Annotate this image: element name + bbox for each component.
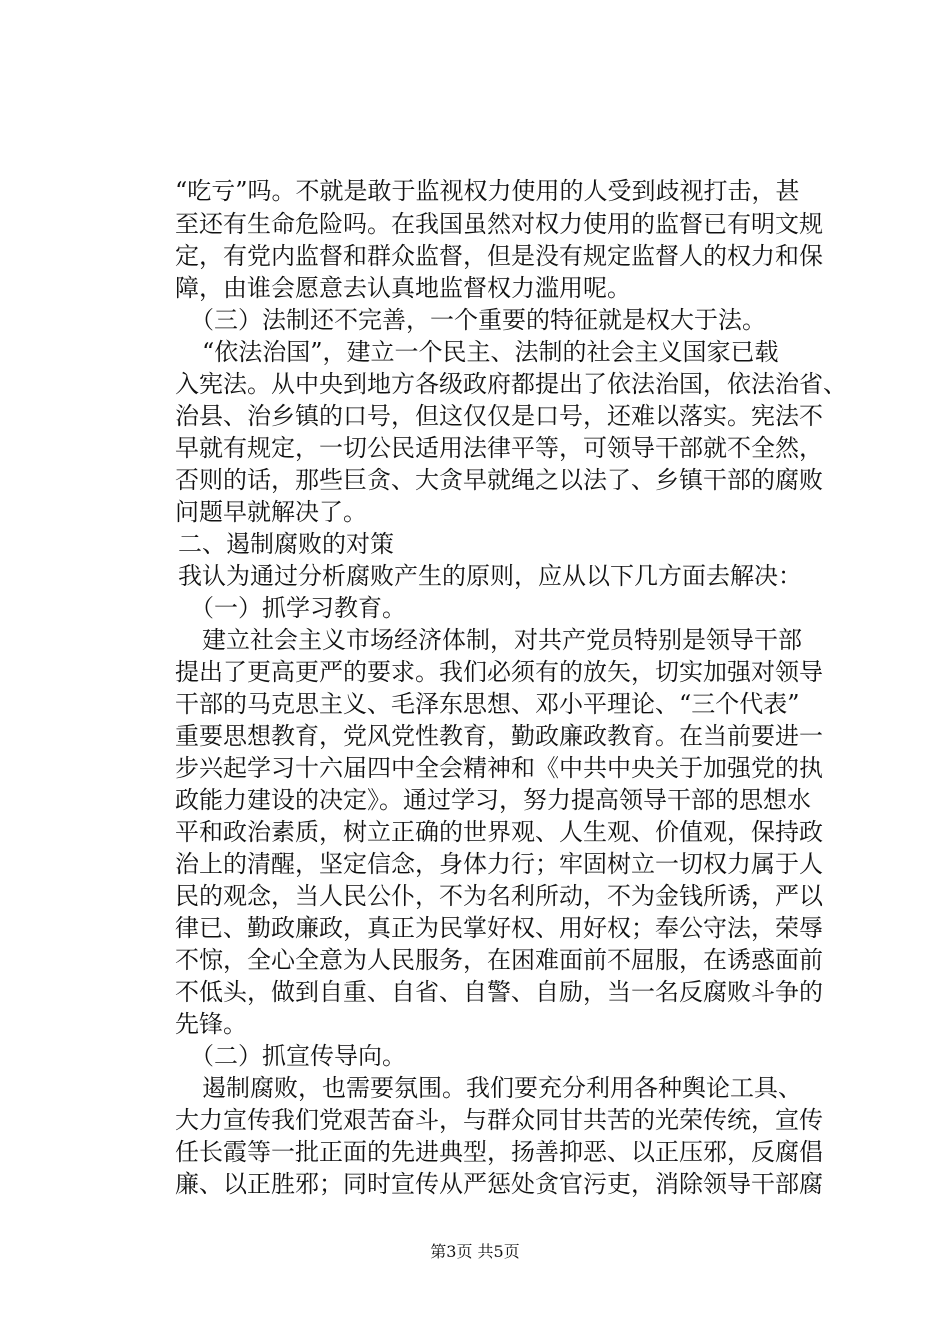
text-line: 步兴起学习十六届四中全会精神和《中共中央关于加强党的执: [175, 754, 823, 782]
page-footer: 第3页 共5页: [430, 1242, 520, 1261]
section-heading: 二、遏制腐败的对策: [178, 530, 394, 558]
section-heading: （三）法制还不完善，一个重要的特征就是权大于法。: [190, 306, 766, 334]
text-line: 政能力建设的决定》。通过学习，努力提高领导干部的思想水: [175, 786, 811, 814]
text-line: 治县、治乡镇的口号，但这仅仅是口号，还难以落实。宪法不: [175, 402, 823, 430]
text-line: 重要思想教育，党风党性教育，勤政廉政教育。在当前要进一: [175, 722, 823, 750]
text-line: 不惊，全心全意为人民服务，在困难面前不屈服，在诱惑面前: [175, 946, 823, 974]
text-line: 大力宣传我们党艰苦奋斗，与群众同甘共苦的光荣传统，宣传: [175, 1106, 823, 1134]
text-line: 不低头，做到自重、自省、自警、自励，当一名反腐败斗争的: [175, 978, 823, 1006]
section-heading: （一）抓学习教育。: [190, 594, 406, 622]
text-line: 障，由谁会愿意去认真地监督权力滥用呢。: [175, 274, 631, 302]
text-line: 建立社会主义市场经济体制，对共产党员特别是领导干部: [202, 626, 802, 654]
text-line: 民的观念，当人民公仆，不为名利所动，不为金钱所诱，严以: [175, 882, 823, 910]
text-line: 干部的马克思主义、毛泽东思想、邓小平理论、“三个代表”: [175, 690, 800, 718]
text-line: 早就有规定，一切公民适用法律平等，可领导干部就不全然，: [175, 434, 823, 462]
text-line: 平和政治素质，树立正确的世界观、人生观、价值观，保持政: [175, 818, 823, 846]
text-line: 定，有党内监督和群众监督，但是没有规定监督人的权力和保: [175, 242, 823, 270]
section-heading: （二）抓宣传导向。: [190, 1042, 406, 1070]
text-line: 治上的清醒，坚定信念，身体力行；牢固树立一切权力属于人: [175, 850, 823, 878]
text-line: 入宪法。从中央到地方各级政府都提出了依法治国，依法治省、: [175, 370, 847, 398]
text-line: 律已、勤政廉政，真正为民掌好权、用好权；奉公守法，荣辱: [175, 914, 823, 942]
text-line: 任长霞等一批正面的先进典型，扬善抑恶、以正压邪，反腐倡: [175, 1138, 823, 1166]
text-line: 遏制腐败，也需要氛围。我们要充分利用各种舆论工具、: [202, 1074, 802, 1102]
text-line: 提出了更高更严的要求。我们必须有的放矢，切实加强对领导: [175, 658, 823, 686]
text-line: “依法治国”，建立一个民主、法制的社会主义国家已载: [202, 338, 779, 366]
text-line: 问题早就解决了。: [175, 498, 367, 526]
text-line: 否则的话，那些巨贪、大贪早就绳之以法了、乡镇干部的腐败: [175, 466, 823, 494]
text-line: 先锋。: [175, 1010, 247, 1038]
text-line: 我认为通过分析腐败产生的原则，应从以下几方面去解决：: [178, 562, 802, 590]
text-line: 至还有生命危险吗。在我国虽然对权力使用的监督已有明文规: [175, 210, 823, 238]
text-line: 廉、以正胜邪；同时宣传从严惩处贪官污吏，消除领导干部腐: [175, 1170, 823, 1198]
text-line: “吃亏”吗。不就是敢于监视权力使用的人受到歧视打击，甚: [175, 177, 800, 205]
